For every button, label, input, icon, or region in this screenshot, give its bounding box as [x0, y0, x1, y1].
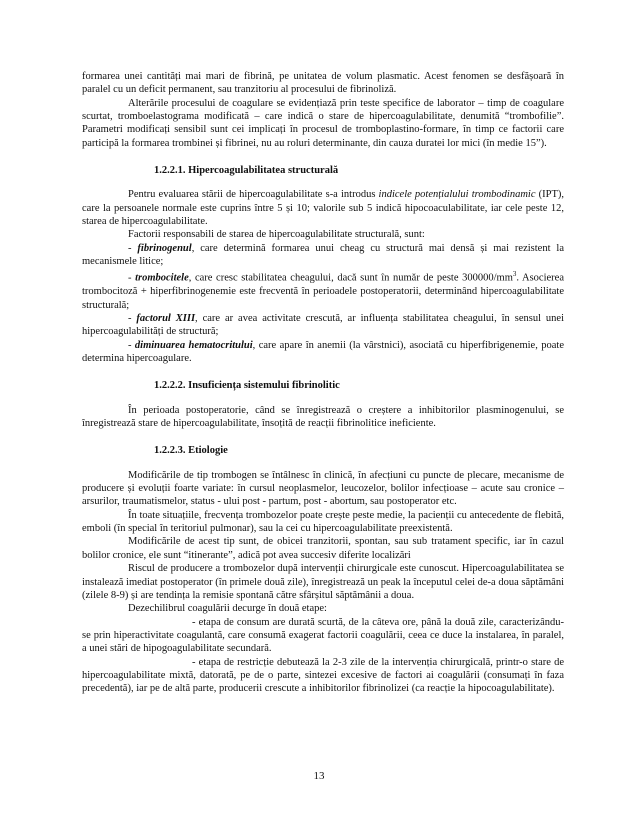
paragraph: Modificările de tip trombogen se întâlnesc în clinică, în afecțiuni cu puncte de plecare, mecanisme de producere și evoluții foarte variate: în cursul neoplasmelor, leucozelor, bolilor infecțioase – acute sau cronice – arsurilor, traumatismelor, status - ului post - partum, post - abortum, sau postoperator etc.: [82, 469, 564, 508]
text: (IPT), care la persoanele normale este cuprins între 5 și 10; valorile sub 5 indică hipocoaculabilitate, iar cele peste 12, starea de hipercoagulabilitate.: [82, 189, 565, 228]
term: factorul XIII: [136, 313, 196, 324]
superscript: 3: [512, 270, 517, 279]
dash: -: [128, 272, 136, 284]
term: fibrinogenul: [137, 242, 192, 254]
text: . Asocierea trombocitoză + hiperfibrinogenemie este frecventă în perioadele postoperatorii, determinând hipercoagulabilitate structurală;: [82, 272, 564, 311]
term: diminuarea hematocritului: [134, 339, 253, 351]
paragraph: Modificările de acest tip sunt, de obicei tranzitorii, spontan, sau sub tratament specific, iar în cazul bolilor cronice, ele sunt “itinerante”, adică pot avea succesiv diferite localizări: [82, 536, 564, 561]
paragraph: Dezechilibrul coagulării decurge în două etape:: [128, 603, 327, 615]
emphasis-text: indicele potențialului trombodinamic: [378, 189, 536, 201]
document-body: [82, 70, 564, 696]
paragraph: În perioada postoperatorie, când se înregistrează o creștere a inhibitorilor plasminogenului, se înregistrează stare de hipercoagulabilitate, însoțită de reacții fibrinolitice ineficiente.: [82, 404, 564, 430]
dash: -: [128, 313, 137, 324]
section-heading: 1.2.2.2. Insuficiența sistemului fibrinolitic: [154, 380, 340, 392]
list-item: - etapa de restricție debutează la 2-3 zile de la intervenția chirurgicală, printr-o stare de hipercoagulabilitate mixtă, datorată, pe de o parte, sintezei excesive de factori ai coagulării (consumați în faza precedentă), iar pe de altă parte, producerii crescute a inhibitorilor fibrinolizei (ca reacție la hipocoagulabilitate).: [82, 656, 564, 695]
list-item: [82, 312, 564, 339]
text: , care determină formarea unui cheag cu structură mai densă și mai rezistent la mecanismele litice;: [82, 242, 564, 268]
section-heading: 1.2.2.1. Hipercoagulabilitatea structurală: [154, 165, 339, 177]
list-item: [82, 268, 564, 312]
text: , care ar avea activitate crescută, ar influența stabilitatea cheagului, în sensul unei hipercoagulabilități de structură;: [82, 313, 564, 338]
section-heading: 1.2.2.3. Etiologie: [154, 445, 228, 457]
paragraph: formarea unei cantități mai mari de fibrină, pe unitatea de volum plasmatic. Acest fenomen se desfășoară în paralel cu un deficit permanent, sau tranzitoriu al procesului de fibrinoliză.: [82, 71, 564, 96]
paragraph: Alterările procesului de coagulare se evidențiază prin teste specifice de laborator – timp de coagulare scurtat, tromboelastograma modificată – care indică o stare de hipercoagulabilitate, denumită “trombofilie”. Parametri modificați sensibil sunt cei implicați în procesul de tromboplastino-formare, în timp ce factorii care participă la formarea trombinei și fibrinei, nu au roluri determinante, din cauza duratei lor mici (în medie 15”).: [82, 97, 564, 149]
paragraph: [82, 188, 564, 228]
list-item: - etapa de consum are durată scurtă, de la câteva ore, până la două zile, caracterizându-se prin hiperactivitate coagulantă, care consumă exagerat factorii coagulării, ceea ce duce la instalarea, în paralel, a unei stări de hipogoagulabilitate secundară.: [82, 616, 564, 655]
paragraph: În toate situațiile, frecvența trombozelor poate crește peste medie, la pacienții cu antecedente de flebită, emboli (în special în teritoriul pulmonar), sau la cei cu hipercoagulabilitate preexistentă.: [82, 509, 564, 535]
text: Pentru evaluarea stării de hipercoagulabilitate s-a introdus: [128, 189, 379, 201]
paragraph: Riscul de producere a trombozelor după intervenții chirurgicale este cunoscut. Hipercoagulabilitatea se instalează imediat postoperator (în primele două zile), înregistrează un peak la începutul celei de-a doua săptămâni (zilele 8-9) și are tendința la remisie spontană către sfârșitul săptămânii a doua.: [82, 563, 564, 601]
text: , care apare în anemii (la vârstnici), asociată cu hiperfibrigenemie, poate determina hipercoagulare.: [82, 339, 564, 365]
dash: -: [128, 242, 138, 254]
list-item: [82, 339, 564, 366]
dash: -: [128, 339, 135, 351]
list-item: [82, 242, 564, 269]
paragraph: Factorii responsabili de starea de hipercoagulabilitate structurală, sunt:: [128, 229, 425, 241]
text: , care cresc stabilitatea cheagului, dacă sunt în număr de peste 300000/mm: [188, 272, 513, 284]
page-number: 13: [313, 770, 325, 782]
term: trombocitele: [135, 272, 189, 284]
